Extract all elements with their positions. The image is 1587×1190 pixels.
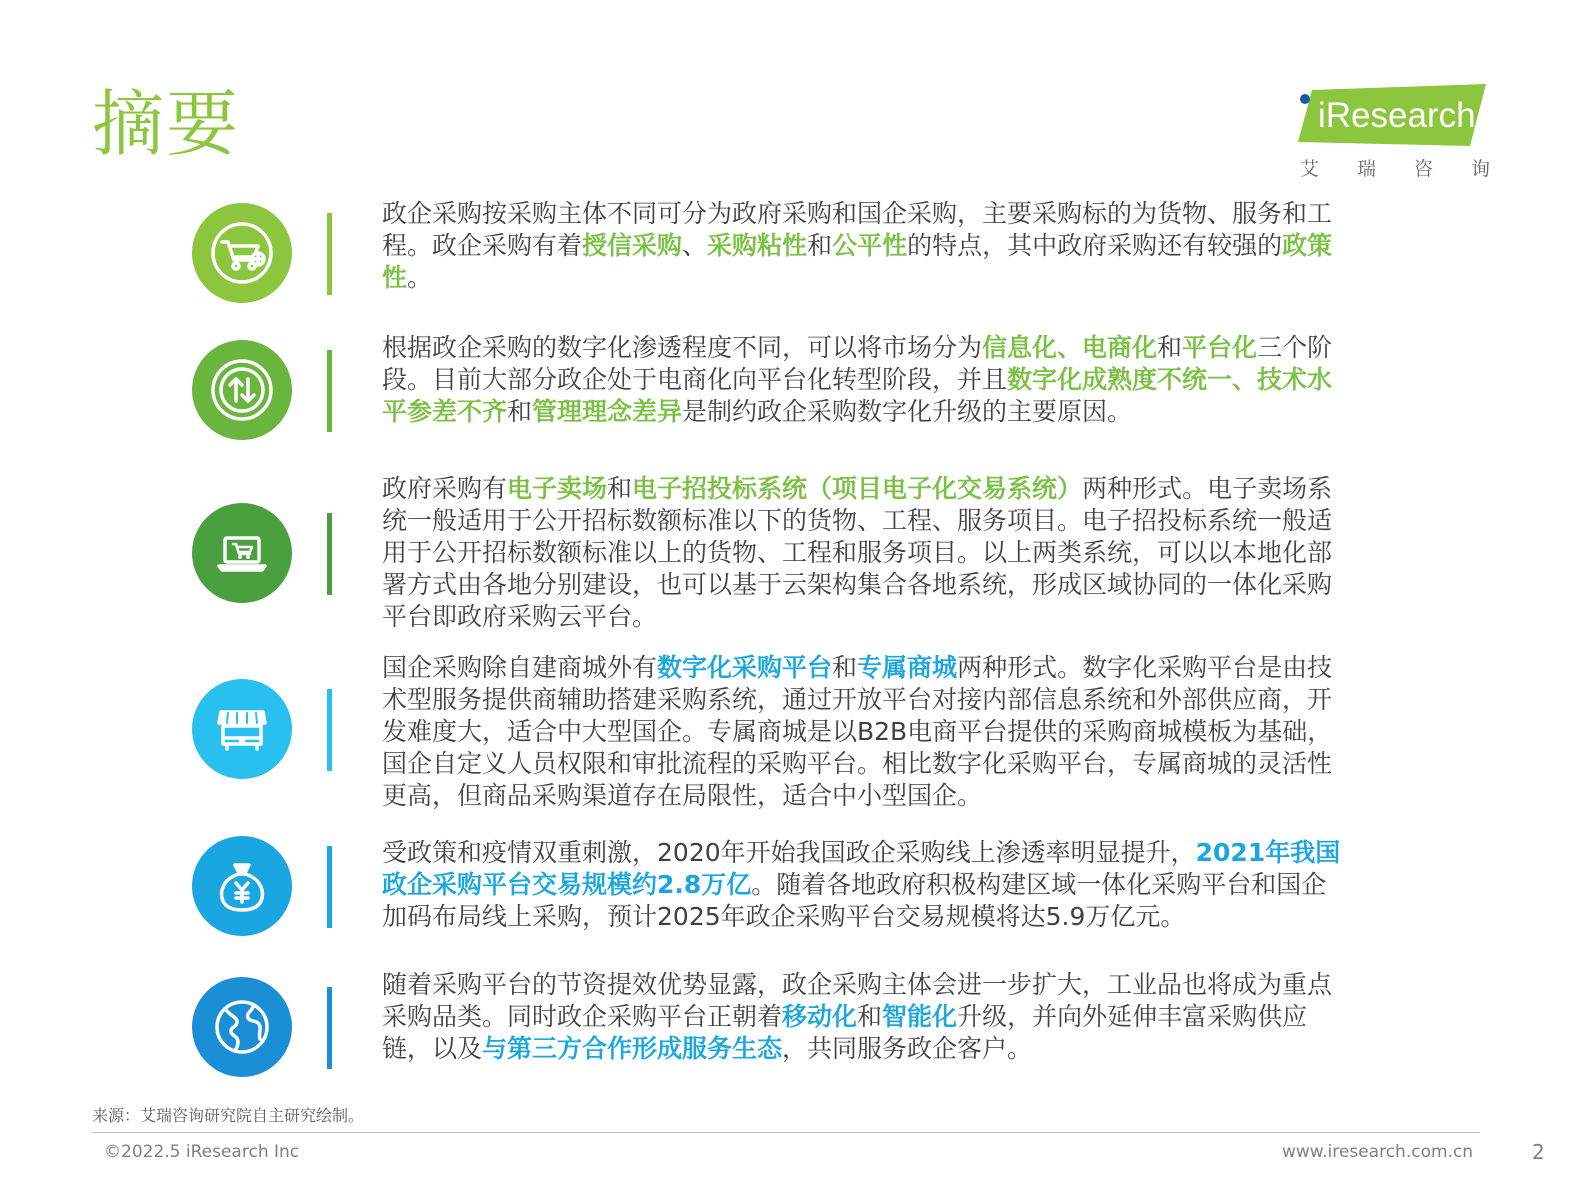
accent-bar [327, 689, 332, 771]
source-note: 来源：艾瑞咨询研究院自主研究绘制。 [92, 1106, 365, 1125]
accent-bar [327, 350, 332, 432]
iresearch-logo [1298, 84, 1529, 180]
summary-text: 受政策和疫情双重刺激，2020年开始我国政企采购线上渗透率明显提升，2021年我国政企采购平台交易规模约2.8万亿。随着各地政府积极构建区域一体化采购平台和国企加码布局线上采购，预计2025年政企采购平台交易规模将达5.9万亿元。 [382, 838, 1341, 931]
money-bag-icon [192, 836, 292, 936]
summary-text: 政企采购按采购主体不同可分为政府采购和国企采购，主要采购标的为货物、服务和工程。政企采购有着授信采购、采购粘性和公平性的特点，其中政府采购还有较强的政策性。 [382, 199, 1333, 292]
summary-text: 根据政企采购的数字化渗透程度不同，可以将市场分为信息化、电商化和平台化三个阶段。目前大部分政企处于电商化向平台化转型阶段，并且数字化成熟度不统一、技术水平参差不齐和管理理念差异是制约政企采购数字化升级的主要原因。 [382, 333, 1333, 426]
accent-bar [327, 513, 332, 595]
globe-icon [192, 977, 292, 1077]
up-down-arrows-icon [192, 340, 292, 440]
copyright: ©2022.5 iResearch Inc [104, 1142, 300, 1162]
logo-text: iResearch [1318, 96, 1476, 135]
footer-divider [92, 1132, 1480, 1133]
accent-bar [327, 846, 332, 928]
page-number: 2 [1532, 1140, 1545, 1164]
shopping-cart-icon [192, 203, 292, 303]
summary-text: 政府采购有电子卖场和电子招投标系统（项目电子化交易系统）两种形式。电子卖场系统一般适用于公开招标数额标准以下的货物、工程、服务项目。电子招投标系统一般适用于公开招标数额标准以上的货物、工程和服务项目。以上两类系统，可以以本地化部署方式由各地分别建设，也可以基于云架构集合各地系统，形成区域协同的一体化采购平台即政府采购云平台。 [382, 474, 1333, 631]
summary-text: 随着采购平台的节资提效优势显露，政企采购主体会进一步扩大，工业品也将成为重点采购品类。同时政企采购平台正朝着移动化和智能化升级，并向外延伸丰富采购供应链，以及与第三方合作形成服务生态，共同服务政企客户。 [382, 970, 1333, 1063]
laptop-cart-icon [192, 503, 292, 603]
website-url: www.iresearch.com.cn [1282, 1142, 1474, 1162]
accent-bar [327, 987, 332, 1069]
summary-text: 国企采购除自建商城外有数字化采购平台和专属商城两种形式。数字化采购平台是由技术型服务提供商辅助搭建采购系统，通过开放平台对接内部信息系统和外部供应商，开发难度大，适合中大型国企。专属商城是以B2B电商平台提供的采购商城模板为基础，国企自定义人员权限和审批流程的采购平台。相比数字化采购平台，专属商城的灵活性更高，但商品采购渠道存在局限性，适合中小型国企。 [382, 653, 1333, 810]
page-title: 摘要 [92, 82, 241, 166]
logo-subtitle: 艾瑞咨询 [1300, 158, 1529, 180]
accent-bar [327, 213, 332, 295]
storefront-icon [192, 679, 292, 779]
